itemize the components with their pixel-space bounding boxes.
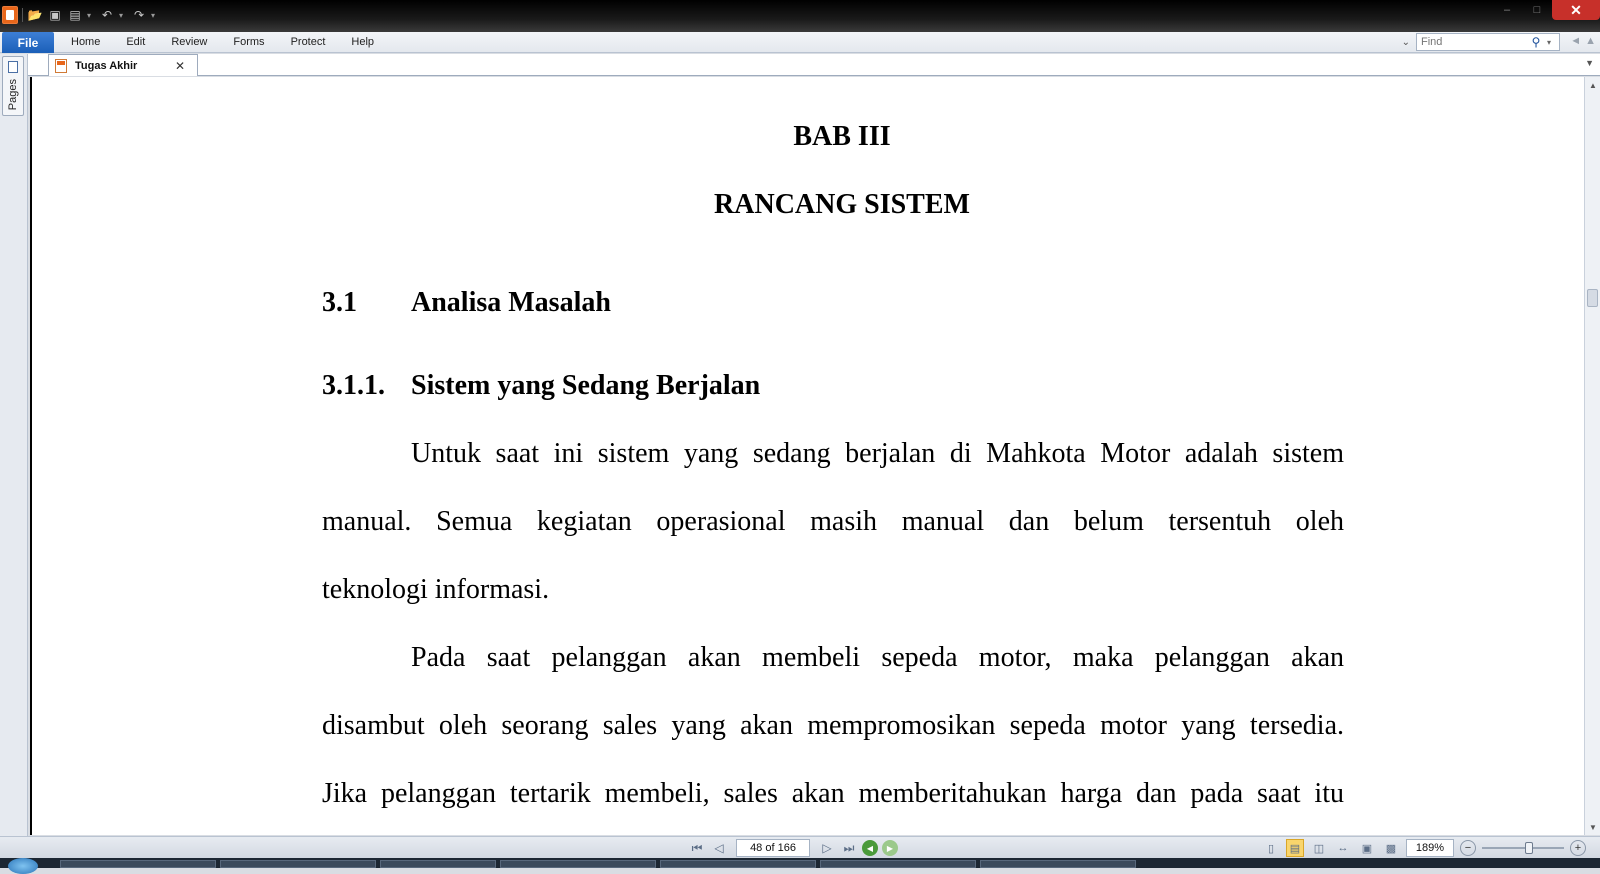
undo-dropdown-icon[interactable]: ▾ [119, 10, 124, 20]
vertical-scrollbar[interactable] [1584, 77, 1600, 835]
pages-panel-button[interactable] [2, 56, 24, 116]
page-number-field[interactable]: 48 of 166 [736, 839, 810, 857]
zoom-slider-track [1482, 847, 1564, 849]
section-number: 3.1 [322, 287, 357, 318]
fit-width-icon[interactable]: ↔ [1337, 842, 1349, 854]
paragraph-line: Pada saat pelanggan akan membeli sepeda motor, maka pelanggan akan [411, 642, 1344, 673]
pdf-page [32, 77, 1584, 835]
next-page-icon[interactable]: ▷ [822, 841, 832, 855]
taskbar-item[interactable] [820, 860, 976, 868]
document-tab-strip [28, 54, 1600, 76]
taskbar-item[interactable] [60, 860, 216, 868]
taskbar-item[interactable] [220, 860, 376, 868]
first-page-icon[interactable]: ⏮ [691, 840, 703, 855]
os-taskbar [0, 858, 1600, 868]
section-title: Analisa Masalah [411, 287, 611, 318]
document-viewport[interactable] [30, 77, 1584, 835]
tab-edit[interactable]: Edit [126, 36, 146, 48]
taskbar-item[interactable] [980, 860, 1136, 868]
ribbon-menu-bar [0, 32, 1600, 53]
subsection-number: 3.1.1. [322, 370, 385, 401]
paragraph-line: manual. Semua kegiatan operasional masih manual dan belum tersentuh oleh [322, 506, 1344, 537]
customize-toolbar-icon[interactable]: ▾ [151, 10, 156, 20]
start-button[interactable] [8, 858, 38, 874]
page-navigator [688, 839, 898, 857]
zoom-out-icon[interactable]: − [1460, 840, 1476, 856]
find-area [1402, 33, 1560, 51]
paragraph-line: disambut oleh seorang sales yang akan mempromosikan sepeda motor yang tersedia. [322, 710, 1344, 741]
search-icon[interactable]: ⚲ [1531, 35, 1541, 49]
close-tab-icon[interactable]: ✕ [175, 58, 186, 73]
collapse-ribbon-icon[interactable]: ⌄ [1401, 36, 1410, 48]
nav-arrows [1570, 35, 1596, 47]
pdf-document-icon [55, 59, 67, 73]
title-bar [0, 0, 1600, 32]
last-page-icon[interactable]: ⏭ [843, 840, 855, 855]
ribbon-tabs [58, 32, 387, 53]
scroll-up-icon[interactable]: ▲ [1589, 80, 1597, 90]
previous-view-icon[interactable]: ◀ [862, 840, 878, 856]
taskbar-item[interactable] [660, 860, 816, 868]
paragraph-line: Jika pelanggan tertarik membeli, sales akan memberitahukan harga dan pada saat itu [322, 778, 1344, 809]
scrollbar-thumb[interactable] [1587, 289, 1598, 307]
zoom-slider-knob[interactable] [1525, 842, 1533, 854]
pages-icon [8, 61, 18, 73]
pages-label: Pages [7, 79, 19, 111]
actual-size-icon[interactable]: ▩ [1385, 842, 1397, 855]
print-icon[interactable]: ▤ [69, 8, 81, 22]
fit-page-icon[interactable]: ▣ [1361, 842, 1373, 855]
toolbar-separator [22, 8, 23, 22]
document-tab[interactable] [48, 54, 198, 76]
file-menu-button[interactable]: File [2, 32, 54, 53]
section-heading [322, 287, 611, 319]
document-tab-title: Tugas Akhir [75, 59, 138, 72]
taskbar-item[interactable] [500, 860, 656, 868]
tab-review[interactable]: Review [171, 36, 208, 48]
find-box [1416, 33, 1560, 51]
single-page-view-icon[interactable]: ▯ [1267, 842, 1275, 855]
print-dropdown-icon[interactable]: ▾ [87, 10, 92, 20]
zoom-level-field[interactable]: 189% [1406, 839, 1454, 857]
find-options-icon[interactable]: ▾ [1546, 37, 1551, 47]
tab-list-dropdown-icon[interactable]: ▼ [1585, 58, 1594, 68]
scroll-down-icon[interactable]: ▼ [1589, 822, 1597, 832]
subsection-heading [322, 370, 760, 402]
zoom-slider[interactable] [1482, 840, 1564, 856]
quick-access-toolbar [2, 6, 159, 24]
subsection-title: Sistem yang Sedang Berjalan [411, 370, 761, 401]
previous-page-icon[interactable]: ◁ [714, 841, 724, 855]
minimize-icon[interactable]: – [1503, 4, 1511, 16]
facing-pages-view-icon[interactable]: ◫ [1313, 842, 1325, 855]
open-folder-icon[interactable]: 📂 [27, 8, 43, 22]
tab-forms[interactable]: Forms [233, 36, 265, 48]
zoom-in-icon[interactable]: + [1570, 840, 1586, 856]
save-icon[interactable]: ▣ [49, 8, 61, 22]
chapter-heading: BAB III [793, 121, 891, 152]
continuous-view-icon[interactable]: ▤ [1286, 839, 1304, 857]
tab-home[interactable]: Home [71, 36, 101, 48]
taskbar-item[interactable] [380, 860, 496, 868]
back-arrow-icon[interactable]: ◄ [1570, 35, 1582, 47]
paragraph-line: Untuk saat ini sistem yang sedang berjalan di Mahkota Motor adalah sistem [411, 438, 1344, 469]
status-bar [0, 836, 1600, 858]
window-controls [1492, 0, 1600, 20]
tab-help[interactable]: Help [351, 36, 375, 48]
maximize-icon[interactable]: □ [1533, 4, 1541, 16]
redo-icon[interactable]: ↷ [133, 8, 145, 22]
app-icon[interactable] [2, 6, 18, 24]
next-view-icon[interactable]: ▶ [882, 840, 898, 856]
close-window-icon[interactable]: ✕ [1552, 0, 1600, 20]
paragraph-line: teknologi informasi. [322, 574, 550, 605]
chapter-title: RANCANG SISTEM [714, 189, 970, 220]
up-arrow-icon[interactable]: ▲ [1585, 35, 1596, 47]
view-tools [1262, 839, 1586, 857]
tab-protect[interactable]: Protect [290, 36, 326, 48]
undo-icon[interactable]: ↶ [101, 8, 113, 22]
side-panel-bar [0, 54, 28, 836]
find-input[interactable] [1417, 36, 1529, 48]
